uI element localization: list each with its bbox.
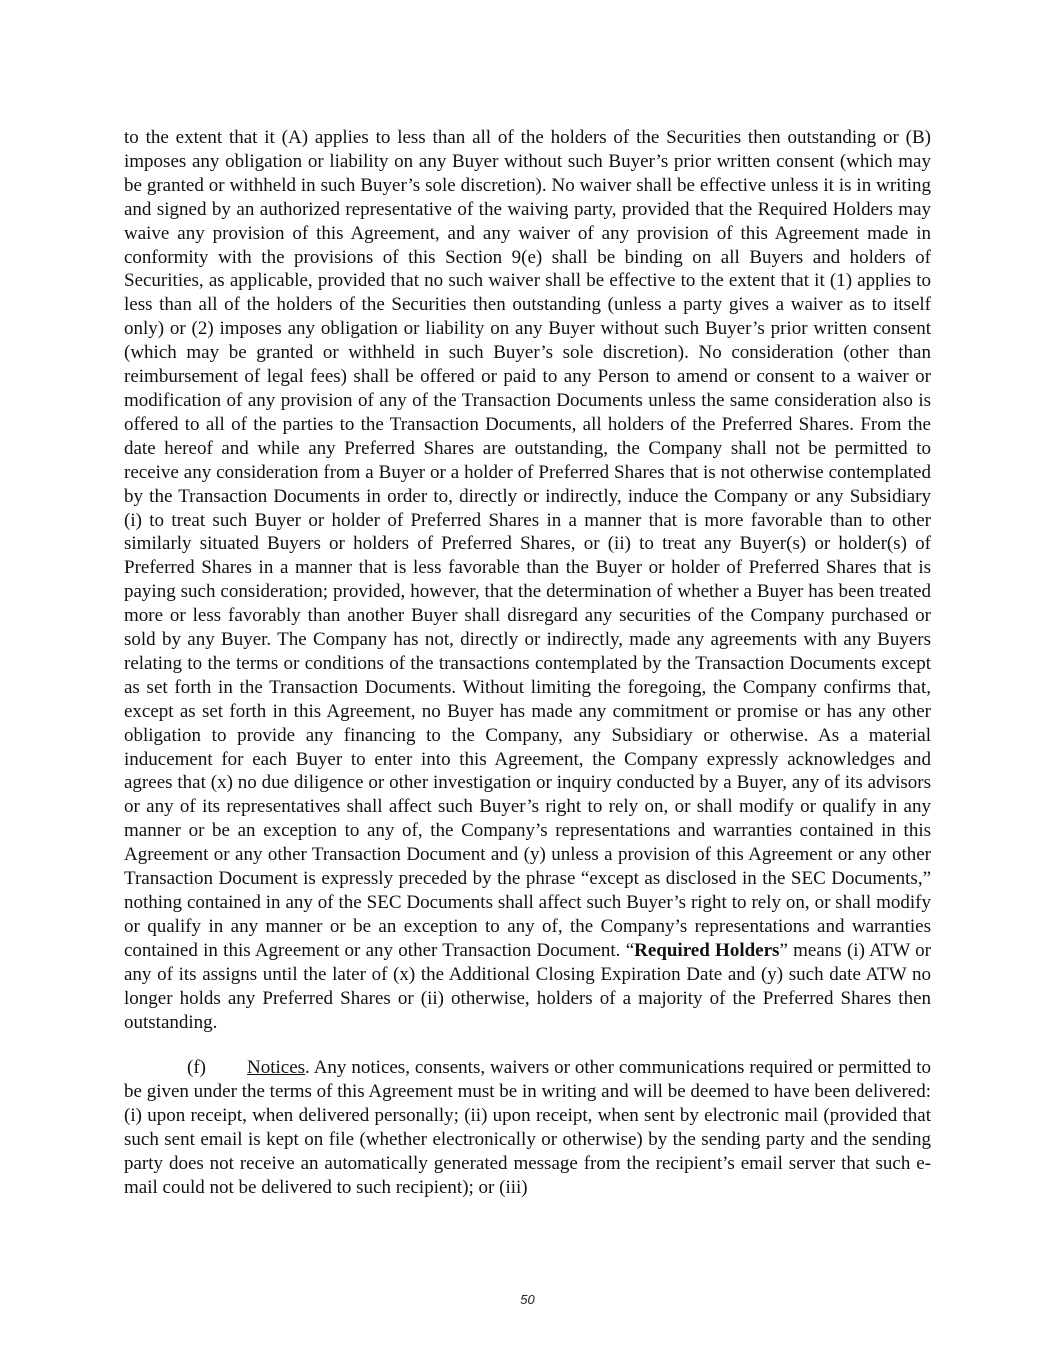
- page-number: 50: [520, 1292, 535, 1307]
- defined-term-required-holders: Required Holders: [634, 939, 780, 961]
- paragraph-notices: [124, 1056, 931, 1199]
- defined-term-close-quote: ”: [779, 939, 788, 961]
- paragraph-waivers: [124, 126, 931, 1034]
- section-heading-period: .: [305, 1057, 310, 1079]
- paragraph-text: Any notices, consents, waivers or other communications required or permitted to be given under the terms of this Agreement must be in writing and will be deemed to have been delivered: (i) upon receipt, when delivered personally; (ii) upon receipt, when sent by electronic mail (provided that such sent email is kept on file (whether electronically or otherwise) by the sending party and the sending party does not receive an automatically generated message from the recipient’s email server that such e-mail could not be delivered to such recipient); or (iii): [124, 1057, 931, 1198]
- document-body: [124, 126, 931, 1200]
- section-heading-notices: Notices: [247, 1057, 306, 1079]
- paragraph-text-end: means (i) ATW or any of its assigns until the later of (x) the Additional Closing Expiration Date and (y) such date ATW no longer holds any Preferred Shares or (ii) otherwise, holders of a majority of the Preferred Shares then outstanding.: [124, 939, 932, 1033]
- section-label: (f): [187, 1057, 206, 1079]
- paragraph-text: to the extent that it (A) applies to less than all of the holders of the Securities then outstanding or (B) imposes any obligation or liability on any Buyer without such Buyer’s prior written consent (which may be granted or withheld in such Buyer’s sole discretion). No waiver shall be effective unless it is in writing and signed by an authorized representative of the waiving party, provided that the Required Holders may waive any provision of this Agreement, and any waiver of any provision of this Agreement made in conformity with the provisions of this Section 9(e) shall be binding on all Buyers and holders of Securities, as applicable, provided that no such waiver shall be effective to the extent that it (1) applies to less than all of the holders of the Securities then outstanding (unless a party gives a waiver as to itself only) or (2) imposes any obligation or liability on any Buyer without such Buyer’s prior written consent (which may be granted or withheld in such Buyer’s sole discretion). No consideration (other than reimbursement of legal fees) shall be offered or paid to any Person to amend or consent to a waiver or modification of any provision of any of the Transaction Documents unless the same consideration also is offered to all of the parties to the Transaction Documents, all holders of the Preferred Shares. From the date hereof and while any Preferred Shares are outstanding, the Company shall not be permitted to receive any consideration from a Buyer or a holder of Preferred Shares that is not otherwise contemplated by the Transaction Documents in order to, directly or indirectly, induce the Company or any Subsidiary (i) to treat such Buyer or holder of Preferred Shares in a manner that is more favorable than to other similarly situated Buyers or holders of Preferred Shares, or (ii) to treat any Buyer(s) or holder(s) of Preferred Shares in a manner that is less favorable than the Buyer or holder of Preferred Shares that is paying such consideration; provided, however, that the determination of whether a Buyer has been treated more or less favorably than another Buyer shall disregard any securities of the Company purchased or sold by any Buyer. The Company has not, directly or indirectly, made any agreements with any Buyers relating to the terms or conditions of the transactions contemplated by the Transaction Documents except as set forth in the Transaction Documents. Without limiting the foregoing, the Company confirms that, except as set forth in this Agreement, no Buyer has made any commitment or promise or has any other obligation to provide any financing to the Company, any Subsidiary or otherwise. As a material inducement for each Buyer to enter into this Agreement, the Company expressly acknowledges and agrees that (x) no due diligence or other investigation or inquiry conducted by a Buyer, any of its advisors or any of its representatives shall affect such Buyer’s right to rely on, or shall modify or qualify in any manner or be an exception to any of, the Company’s representations and warranties contained in this Agreement or any other Transaction Document and (y) unless a provision of this Agreement or any other Transaction Document is expressly preceded by the phrase “except as disclosed in the SEC Documents,” nothing contained in any of the SEC Documents shall affect such Buyer’s right to rely on, or shall modify or qualify in any manner or be an exception to any of, the Company’s representations and warranties contained in this Agreement or any other Transaction Document.: [124, 127, 931, 961]
- defined-term-open-quote: “: [625, 939, 635, 961]
